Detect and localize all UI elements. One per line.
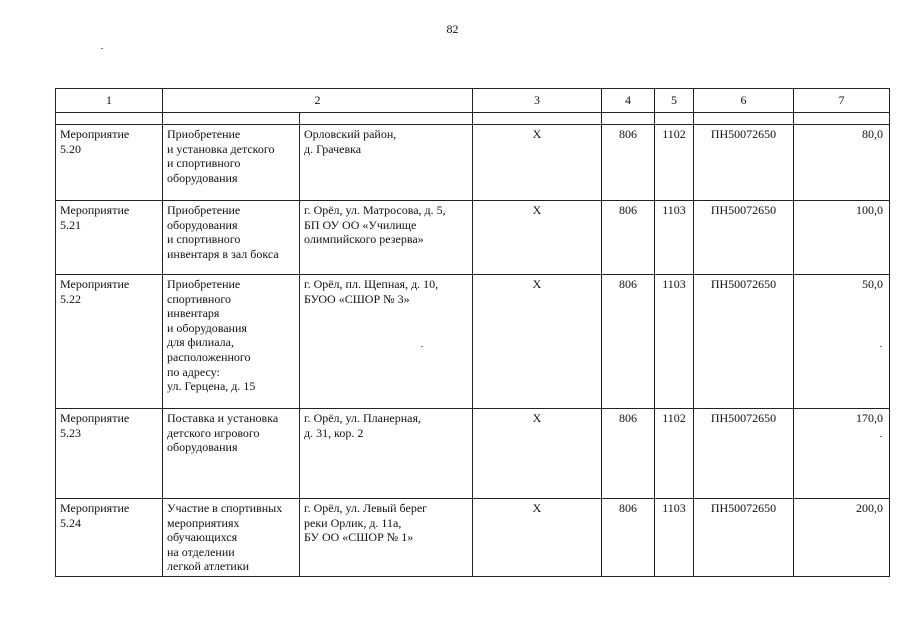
col4-cell: 806 (602, 499, 655, 577)
header-cell: 1 (56, 89, 163, 113)
header-cell: 2 (163, 89, 473, 113)
header-cell: 3 (473, 89, 602, 113)
col6-cell: ПН50072650 (694, 201, 794, 275)
location-cell: г. Орёл, пл. Щепная, д. 10, БУОО «СШОР № 3» (300, 275, 473, 409)
col3-cell: Х (473, 409, 602, 499)
location-cell: г. Орёл, ул. Планерная, д. 31, кор. 2 (300, 409, 473, 499)
col5-cell: 1103 (655, 275, 694, 409)
col4-cell: 806 (602, 125, 655, 201)
event-cell: Мероприятие 5.23 (56, 409, 163, 499)
col7-cell: 170,0 (794, 409, 890, 499)
location-cell: г. Орёл, ул. Левый берег реки Орлик, д. 11а, БУ ОО «СШОР № 1» (300, 499, 473, 577)
table-row (56, 499, 890, 577)
col4-cell: 806 (602, 409, 655, 499)
col3-cell: Х (473, 499, 602, 577)
col6-cell: ПН50072650 (694, 125, 794, 201)
table-row (56, 125, 890, 201)
location-cell: Орловский район, д. Грачевка (300, 125, 473, 201)
page-number: 82 (446, 22, 459, 36)
location-cell: г. Орёл, ул. Матросова, д. 5, БП ОУ ОО «Училище олимпийского резерва» (300, 201, 473, 275)
description-cell: Поставка и установка детского игрового оборудования (163, 409, 300, 499)
spacer-row (56, 113, 890, 125)
col5-cell: 1103 (655, 201, 694, 275)
table-row (56, 201, 890, 275)
col3-cell: Х (473, 125, 602, 201)
header-cell: 7 (794, 89, 890, 113)
table-row (56, 409, 890, 499)
event-cell: Мероприятие 5.22 (56, 275, 163, 409)
col4-cell: 806 (602, 275, 655, 409)
description-cell: Участие в спортивных мероприятиях обучающихся на отделении легкой атлетики (163, 499, 300, 577)
event-cell: Мероприятие 5.24 (56, 499, 163, 577)
header-cell: 5 (655, 89, 694, 113)
col3-cell: Х (473, 201, 602, 275)
event-cell: Мероприятие 5.21 (56, 201, 163, 275)
col4-cell: 806 (602, 201, 655, 275)
col3-cell: Х (473, 275, 602, 409)
col6-cell: ПН50072650 (694, 499, 794, 577)
col5-cell: 1102 (655, 409, 694, 499)
scan-speck (101, 48, 103, 49)
col5-cell: 1103 (655, 499, 694, 577)
budget-table (55, 88, 890, 577)
col7-cell: 100,0 (794, 201, 890, 275)
col7-cell: 200,0 (794, 499, 890, 577)
header-cell: 4 (602, 89, 655, 113)
col7-cell: 50,0 (794, 275, 890, 409)
description-cell: Приобретение оборудования и спортивного инвентаря в зал бокса (163, 201, 300, 275)
table-row (56, 275, 890, 409)
description-cell: Приобретение спортивного инвентаря и оборудования для филиала, расположенного по адресу: ул. Герцена, д. 15 (163, 275, 300, 409)
header-row (56, 89, 890, 113)
col6-cell: ПН50072650 (694, 409, 794, 499)
description-cell: Приобретение и установка детского и спортивного оборудования (163, 125, 300, 201)
event-cell: Мероприятие 5.20 (56, 125, 163, 201)
col5-cell: 1102 (655, 125, 694, 201)
col6-cell: ПН50072650 (694, 275, 794, 409)
col7-cell: 80,0 (794, 125, 890, 201)
header-cell: 6 (694, 89, 794, 113)
